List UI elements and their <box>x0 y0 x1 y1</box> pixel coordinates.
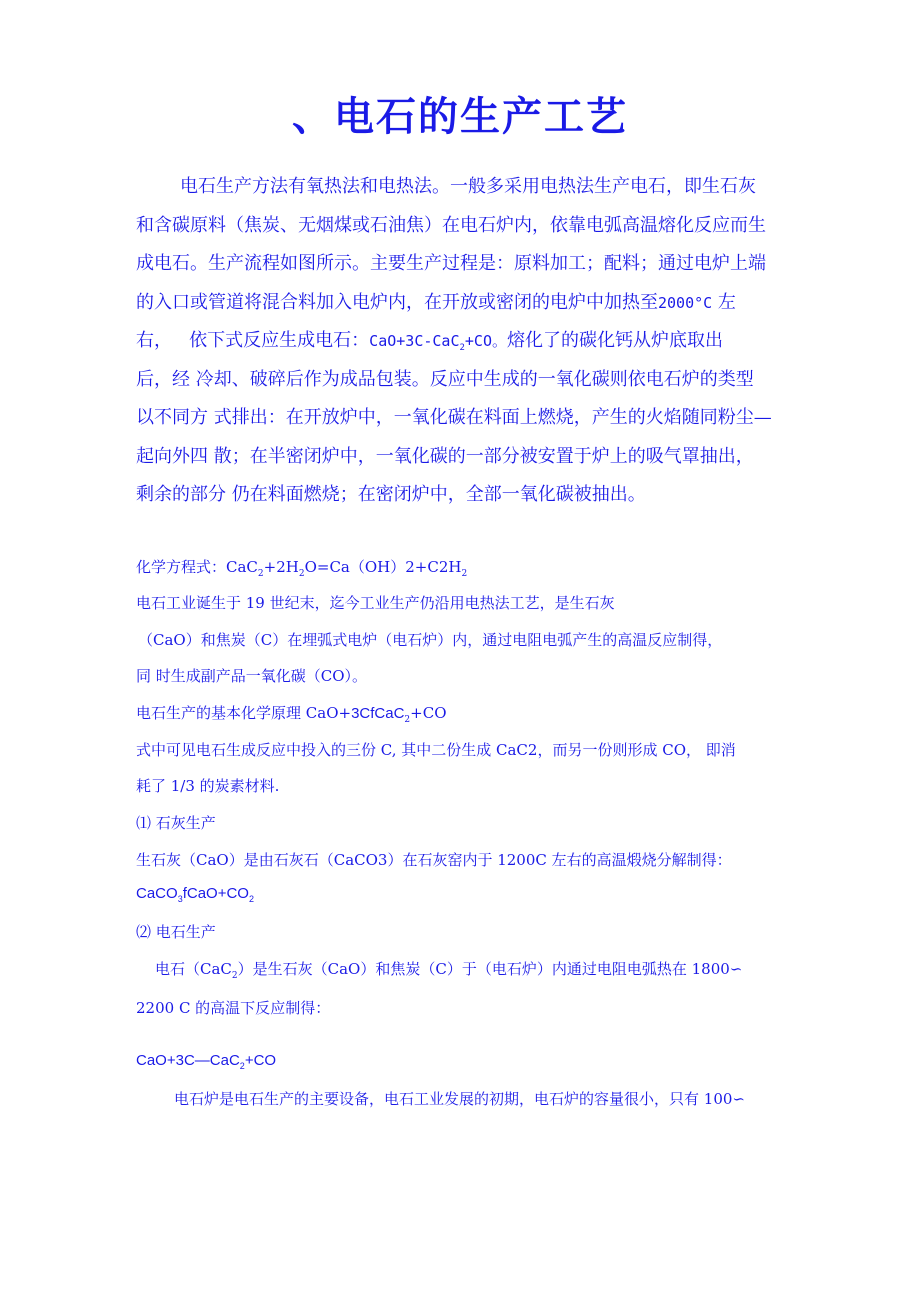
principle-line: 电石生产的基本化学原理 CaO+3CfCaC$_2$+CO <box>136 704 447 725</box>
formula-line: $CaCO_3fCaO+CO_2$ <box>136 885 254 904</box>
text-line: 电石工业诞生于 19 世纪末，迄今工业生产仍沿用电热法工艺，是生石灰 <box>136 594 615 612</box>
paragraph-line: 电石生产方法有氧热法和电热法。一般多采用电热法生产电石，即生石灰 <box>180 176 756 197</box>
text-line: （CaO）和焦炭（C）在埋弧式电炉（电石炉）内，通过电阻电弧产生的高温反应制得， <box>138 631 723 649</box>
equation-line: 化学方程式：$CaC_2+2H_2O=Ca(OH)2+C2H_2$ <box>136 558 468 579</box>
text-line: 生石灰（CaO）是由石灰石（CaCO3）在石灰窑内于 1200C 左右的高温煅烧分解制得： <box>136 851 732 869</box>
formula-line: CaO+3C—CaC$_2$+CO <box>136 1052 277 1071</box>
text-line: 2200 C 的高温下反应制得： <box>136 999 331 1017</box>
paragraph-line: 和含碳原料（焦炭、无烟煤或石油焦）在电石炉内，依靠电弧高温熔化反应而生 <box>136 214 766 236</box>
text-line: 电石炉是电石生产的主要设备，电石工业发展的初期，电石炉的容量很小，只有 100∽ <box>174 1090 745 1108</box>
text-line: 耗了 1/3 的炭素材料. <box>136 777 280 795</box>
paragraph-line: 剩余的部分 仍在料面燃烧；在密闭炉中，全部一氧化碳被抽出。 <box>136 484 646 505</box>
paragraph-line: 的入口或管道将混合料加入电炉内，在开放或密闭的电炉中加热至2000°C 左 <box>136 291 736 313</box>
paragraph-line: 以不同方 式排出：在开放炉中，一氧化碳在料面上燃烧，产生的火焰随同粉尘— <box>136 407 772 428</box>
paragraph-line: 成电石。生产流程如图所示。主要生产过程是：原料加工；配料；通过电炉上端 <box>136 253 766 274</box>
temperature-value: 2000°C <box>658 293 713 312</box>
section-heading: ⑴ 石灰生产 <box>136 814 216 832</box>
reaction-formula: CaO+3C-CaC$_2$+CO。 <box>369 332 507 353</box>
text-line: 同 时生成副产品一氧化碳（CO）。 <box>136 667 368 685</box>
paragraph-line: 起向外四 散；在半密闭炉中，一氧化碳的一部分被安置于炉上的吸气罩抽出， <box>136 445 754 467</box>
text-line: 电石（CaC$_2$）是生石灰（CaO）和焦炭（C）于（电石炉）内通过电阻电弧热在 1800∽ <box>155 960 743 981</box>
intro-paragraph <box>136 168 786 515</box>
paragraph-line: 后，经 冷却、破碎后作为成品包装。反应中生成的一氧化碳则依电石炉的类型 <box>136 368 754 390</box>
paragraph-line: 右， 依下式反应生成电石：CaO+3C-CaC$_2$+CO。熔化了的碳化钙从炉底取出 <box>136 330 723 353</box>
text-line: 式中可见电石生成反应中投入的三份 C, 其中二份生成 CaC2，而另一份则形成 CO， 即消 <box>136 741 736 759</box>
section-heading: ⑵ 电石生产 <box>136 923 216 941</box>
page-title: 、电石的生产工艺 <box>292 94 628 140</box>
